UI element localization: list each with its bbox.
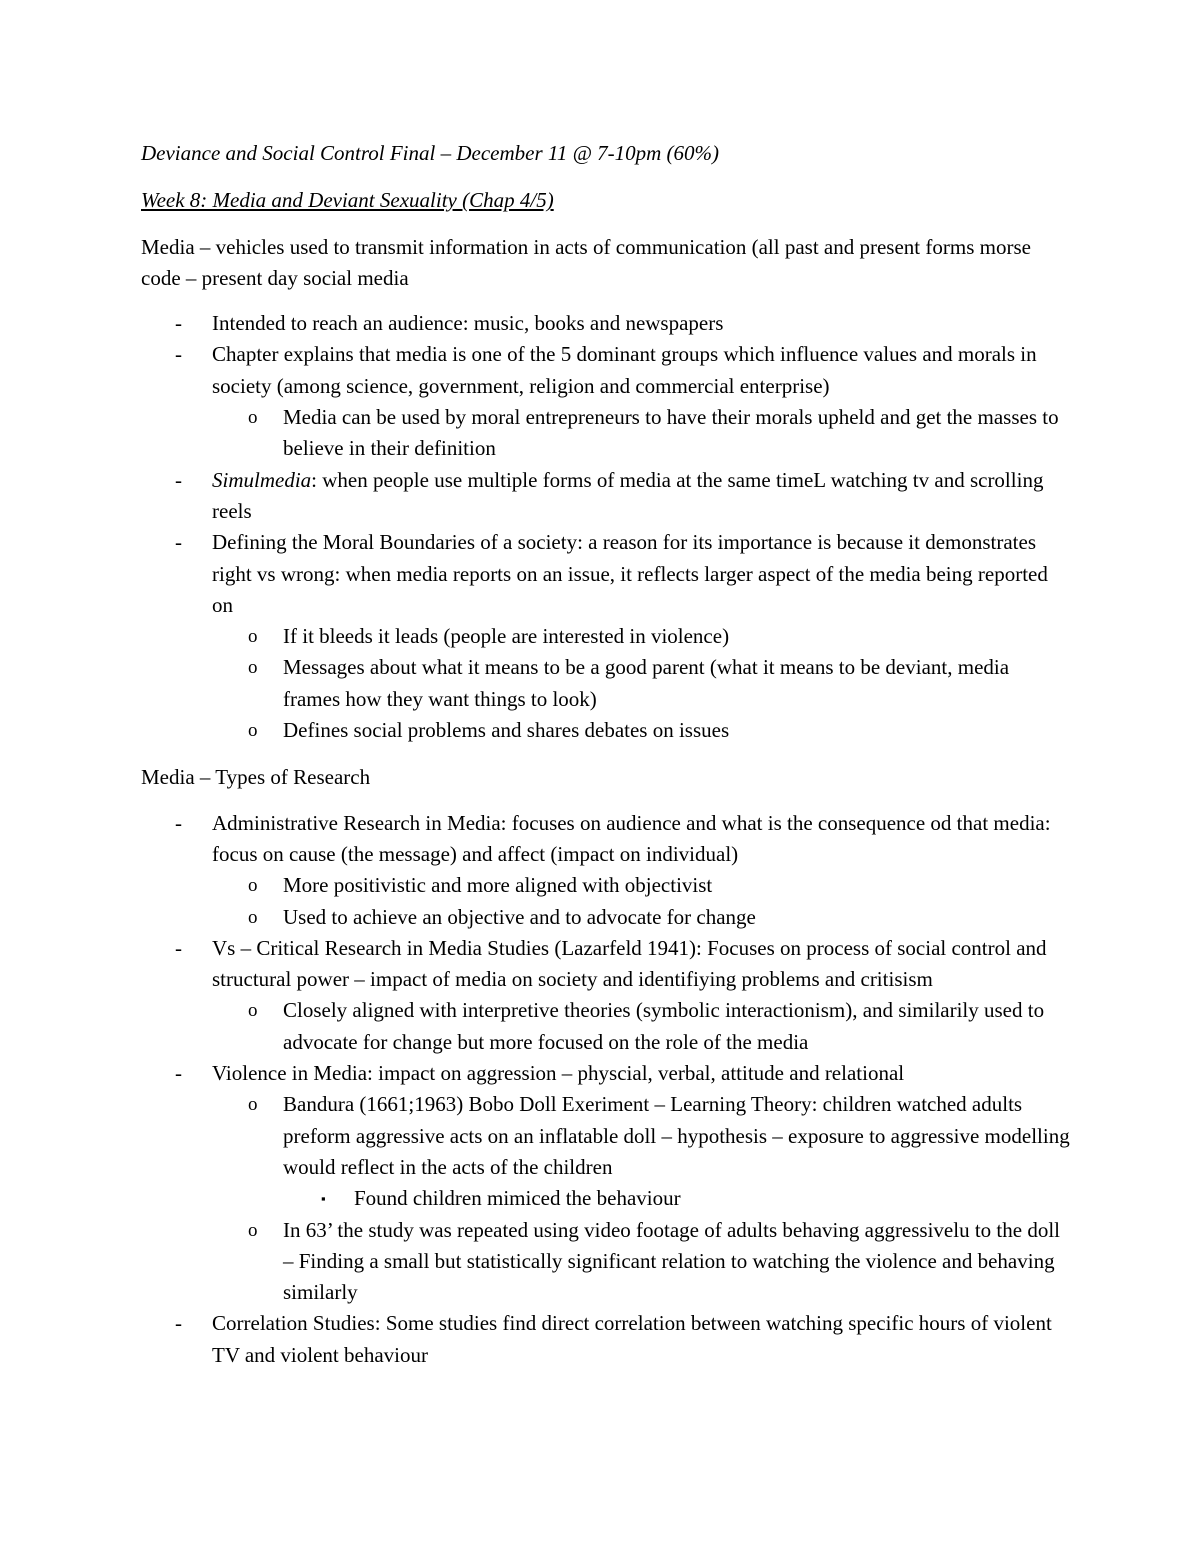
sub-list-item	[212, 1089, 1071, 1214]
circle-marker: o	[248, 1219, 258, 1241]
sub-list-item	[212, 621, 1071, 652]
list-item	[141, 1058, 1071, 1308]
dash-marker: -	[175, 530, 182, 555]
sub-list-item	[212, 715, 1071, 746]
sub-list-item	[212, 402, 1071, 465]
sub-item-text: Messages about what it means to be a good parent (what it means to be deviant, media frames how they want things to look)	[283, 655, 1010, 711]
sub-item-text: Defines social problems and shares debates on issues	[283, 718, 730, 743]
section-heading-research: Media – Types of Research	[141, 765, 371, 790]
sub-list	[141, 621, 1071, 746]
document-title: Deviance and Social Control Final – December 11 @ 7-10pm (60%)	[141, 141, 720, 165]
circle-marker: o	[248, 657, 258, 679]
sub-list-item	[212, 652, 1071, 715]
media-definition: Media – vehicles used to transmit information in acts of communication (all past and present forms morse code – present day social media	[141, 234, 1031, 290]
sub-sub-list-item	[283, 1183, 1071, 1214]
sub-list-item	[212, 870, 1071, 901]
list-item	[141, 1308, 1071, 1371]
simulmedia-term: Simulmedia	[212, 467, 312, 492]
sub-item-text: Bandura (1661;1963) Bobo Doll Exeriment – Learning Theory: children watched adults preform aggressive acts on an inflatable doll – hypothesis – exposure to aggressive modelling would reflect in the acts of the children	[283, 1092, 1070, 1179]
sub-list	[141, 995, 1071, 1058]
dash-marker: -	[175, 467, 182, 492]
list-item	[141, 308, 1071, 339]
circle-marker: o	[248, 875, 258, 897]
dash-marker: -	[175, 1311, 182, 1336]
list-item-text: Chapter explains that media is one of the 5 dominant groups which influence values and morals in society (among science, government, religion and commercial enterprise)	[212, 342, 1037, 398]
list-item	[141, 527, 1071, 746]
list-item	[141, 465, 1071, 528]
sub-list	[141, 402, 1071, 465]
sub-item-text: Closely aligned with interpretive theories (symbolic interactionism), and similarily used to advocate for change but more focused on the role of the media	[283, 998, 1045, 1054]
list-item-text: Defining the Moral Boundaries of a society: a reason for its importance is because it demonstrates right vs wrong: when media reports on an issue, it reflects larger aspect of the media being reported on	[212, 530, 1048, 617]
list-item-text: Correlation Studies: Some studies find direct correlation between watching specific hours of violent TV and violent behaviour	[212, 1311, 1052, 1367]
list-item-text: Violence in Media: impact on aggression – physcial, verbal, attitude and relational	[212, 1061, 905, 1086]
dash-marker: -	[175, 342, 182, 367]
circle-marker: o	[248, 906, 258, 928]
sub-list-item	[212, 995, 1071, 1058]
media-bullet-list	[141, 308, 1071, 746]
list-item-text: Intended to reach an audience: music, books and newspapers	[212, 311, 724, 336]
dash-marker: -	[175, 810, 182, 835]
sub-sub-list	[283, 1183, 1071, 1214]
circle-marker: o	[248, 1094, 258, 1116]
square-marker: ▪	[321, 1191, 326, 1207]
sub-list	[141, 1089, 1071, 1308]
circle-marker: o	[248, 626, 258, 648]
dash-marker: -	[175, 935, 182, 960]
sub-item-text: In 63’ the study was repeated using video footage of adults behaving aggressivelu to the doll – Finding a small but statistically significant relation to watching the violence and behaving similarly	[283, 1217, 1060, 1305]
sub-item-text: Used to achieve an objective and to advocate for change	[283, 904, 756, 929]
list-item-text: Vs – Critical Research in Media Studies (Lazarfeld 1941): Focuses on process of social control and structural power – impact of media on society and identifiying problems and critisism	[212, 935, 1047, 992]
sub-sub-item-text: Found children mimiced the behaviour	[354, 1186, 681, 1211]
dash-marker: -	[175, 1061, 182, 1086]
sub-list-item	[212, 902, 1071, 933]
list-item-text: Administrative Research in Media: focuses on audience and what is the consequence od that media: focus on cause (the message) and affect (impact on individual)	[212, 810, 1051, 866]
list-item	[141, 339, 1071, 464]
dash-marker: -	[175, 311, 182, 336]
list-item	[141, 808, 1071, 933]
circle-marker: o	[248, 720, 258, 742]
sub-list	[141, 870, 1071, 933]
research-bullet-list	[141, 808, 1071, 1371]
list-item-text: : when people use multiple forms of media at the same timeL watching tv and scrolling reels	[212, 467, 1044, 523]
sub-list-item	[212, 1215, 1071, 1309]
circle-marker: o	[248, 1000, 258, 1022]
circle-marker: o	[248, 407, 258, 429]
sub-item-text: If it bleeds it leads (people are interested in violence)	[283, 624, 730, 649]
sub-item-text: Media can be used by moral entrepreneurs to have their morals upheld and get the masses to believe in their definition	[283, 405, 1059, 461]
document-page	[141, 138, 1071, 1371]
week-heading: Week 8: Media and Deviant Sexuality (Chap 4/5)	[141, 188, 554, 213]
sub-item-text: More positivistic and more aligned with objectivist	[283, 873, 713, 898]
list-item	[141, 933, 1071, 1058]
